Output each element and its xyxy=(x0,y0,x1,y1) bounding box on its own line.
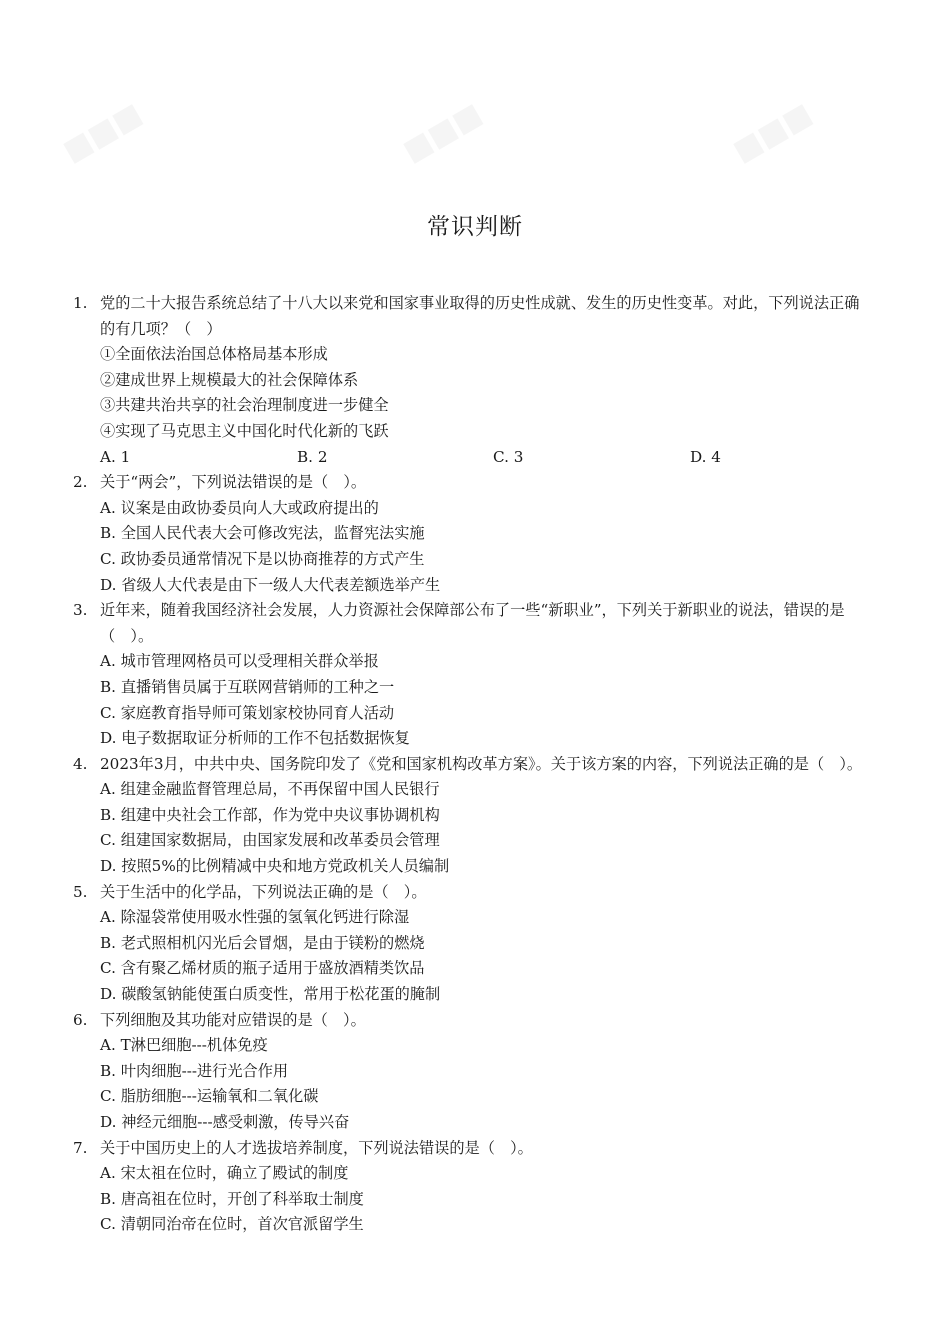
option-d[interactable]: D. 4 xyxy=(690,447,721,466)
option-a[interactable]: A. 宋太祖在位时，确立了殿试的制度 xyxy=(100,1164,349,1183)
question-stem: 关于生活中的化学品，下列说法正确的是（ ）。 xyxy=(100,882,427,901)
question-stem: 近年来，随着我国经济社会发展，人力资源社会保障部公布了一些“新职业”，下列关于新职业的说法，错误的是（ ）。 xyxy=(100,601,845,645)
inline-options xyxy=(0,445,950,471)
question-7 xyxy=(0,1136,950,1238)
option-d[interactable]: D. 碳酸氢钠能使蛋白质变性，常用于松花蛋的腌制 xyxy=(100,985,441,1004)
option-a[interactable]: A. T淋巴细胞---机体免疫 xyxy=(100,1036,268,1055)
question-stem: 下列细胞及其功能对应错误的是（ ）。 xyxy=(100,1010,366,1029)
option-b[interactable]: B. 叶肉细胞---进行光合作用 xyxy=(100,1061,289,1080)
question-number: 5. xyxy=(73,882,88,901)
statement: ②建成世界上规模最大的社会保障体系 xyxy=(100,370,359,389)
option-a[interactable]: A. 1 xyxy=(100,447,131,466)
question-1 xyxy=(0,291,950,470)
option-a[interactable]: A. 议案是由政协委员向人大或政府提出的 xyxy=(100,498,379,517)
option-d[interactable]: D. 按照5%的比例精减中央和地方党政机关人员编制 xyxy=(100,857,450,876)
statement: ③共建共治共享的社会治理制度进一步健全 xyxy=(100,396,389,415)
question-stem: 关于“两会”，下列说法错误的是（ ）。 xyxy=(100,473,367,492)
question-number: 2. xyxy=(73,473,88,492)
option-b[interactable]: B. 老式照相机闪光后会冒烟，是由于镁粉的燃烧 xyxy=(100,933,425,952)
question-number: 1. xyxy=(73,294,88,312)
option-b[interactable]: B. 唐高祖在位时，开创了科举取士制度 xyxy=(100,1189,364,1208)
question-number: 4. xyxy=(73,754,88,773)
option-c[interactable]: C. 家庭教育指导师可策划家校协同育人活动 xyxy=(100,703,395,722)
statement: ①全面依法治国总体格局基本形成 xyxy=(100,345,328,364)
option-b[interactable]: B. 全国人民代表大会可修改宪法，监督宪法实施 xyxy=(100,524,425,543)
option-a[interactable]: A. 城市管理网格员可以受理相关群众举报 xyxy=(100,652,379,671)
option-a[interactable]: A. 组建金融监督管理总局，不再保留中国人民银行 xyxy=(100,780,440,799)
question-5 xyxy=(0,880,950,1008)
question-number: 3. xyxy=(73,601,88,620)
option-c[interactable]: C. 清朝同治帝在位时，首次官派留学生 xyxy=(100,1215,364,1234)
option-b[interactable]: B. 直播销售员属于互联网营销师的工种之一 xyxy=(100,677,395,696)
page-title: 常识判断 xyxy=(427,214,523,240)
option-d[interactable]: D. 省级人大代表是由下一级人大代表差额选举产生 xyxy=(100,575,441,594)
option-d[interactable]: D. 电子数据取证分析师的工作不包括数据恢复 xyxy=(100,729,410,748)
option-b[interactable]: B. 2 xyxy=(297,447,328,466)
option-c[interactable]: C. 组建国家数据局，由国家发展和改革委员会管理 xyxy=(100,831,440,850)
question-list xyxy=(0,291,950,1238)
option-c[interactable]: C. 3 xyxy=(493,447,524,466)
question-2 xyxy=(0,470,950,598)
question-6 xyxy=(0,1008,950,1136)
watermark xyxy=(57,96,148,169)
option-d[interactable]: D. 神经元细胞---感受刺激，传导兴奋 xyxy=(100,1113,350,1131)
question-3 xyxy=(0,598,950,752)
statement: ④实现了马克思主义中国化时代化新的飞跃 xyxy=(100,421,389,440)
option-c[interactable]: C. 政协委员通常情况下是以协商推荐的方式产生 xyxy=(100,549,425,568)
option-a[interactable]: A. 除湿袋常使用吸水性强的氢氧化钙进行除湿 xyxy=(100,908,410,927)
option-b[interactable]: B. 组建中央社会工作部，作为党中央议事协调机构 xyxy=(100,805,440,824)
question-stem: 党的二十大报告系统总结了十八大以来党和国家事业取得的历史性成就、发生的历史性变革。对此，下列说法正确的有几项？（ ） xyxy=(100,294,860,338)
question-stem: 关于中国历史上的人才选拔培养制度，下列说法错误的是（ ）。 xyxy=(100,1138,533,1157)
watermark xyxy=(727,96,818,169)
watermark xyxy=(397,96,488,169)
option-c[interactable]: C. 含有聚乙烯材质的瓶子适用于盛放酒精类饮品 xyxy=(100,959,425,978)
question-stem: 2023年3月，中共中央、国务院印发了《党和国家机构改革方案》。关于该方案的内容，下列说法正确的是（ ）。 xyxy=(100,754,863,773)
question-number: 7. xyxy=(73,1138,88,1157)
question-number: 6. xyxy=(73,1010,88,1029)
question-4 xyxy=(0,752,950,880)
option-c[interactable]: C. 脂肪细胞---运输氧和二氧化碳 xyxy=(100,1087,319,1106)
